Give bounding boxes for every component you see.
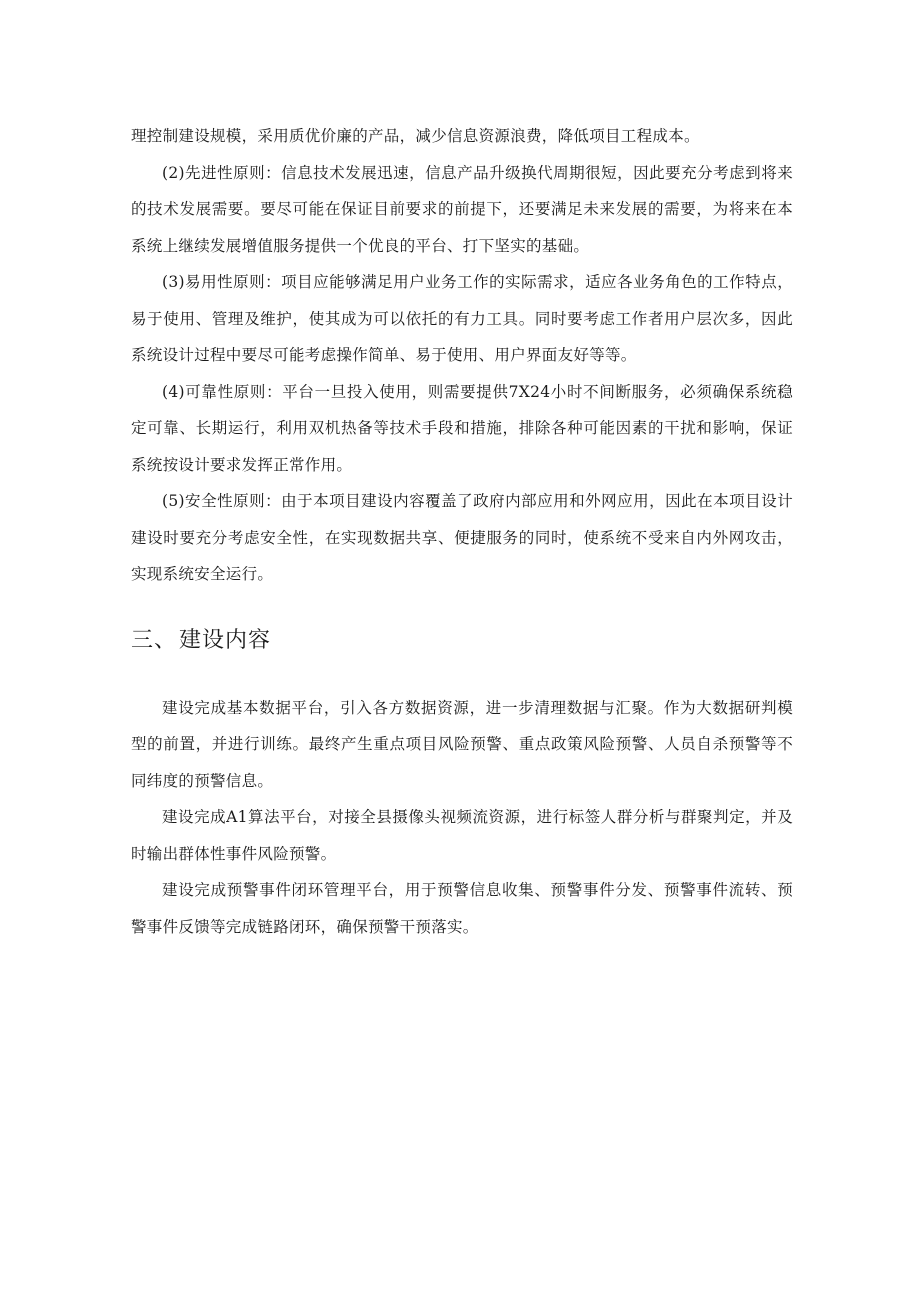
section-heading-title: 建设内容: [179, 627, 272, 653]
document-page: [131, 118, 793, 945]
section-heading: [131, 618, 793, 664]
paragraph-cost-principle-tail: 理控制建设规模，采用质优价廉的产品，减少信息资源浪费，降低项目工程成本。: [131, 127, 700, 145]
paragraph-reliability-principle: (4)可靠性原则：平台一旦投入使用，则需要提供7X24小时不间断服务，必须确保系统稳定可靠、长期运行，利用双机热备等技术手段和措施，排除各种可能因素的干扰和影响，保证系统按设计要求发挥正常作用。: [131, 382, 793, 474]
paragraph-ai-platform: 建设完成A1算法平台，对接全县摄像头视频流资源，进行标签人群分析与群聚判定，并及时输出群体性事件风险预警。: [131, 808, 793, 863]
paragraph-security-principle: (5)安全性原则：由于本项目建设内容覆盖了政府内部应用和外网应用，因此在本项目设计建设时要充分考虑安全性，在实现数据共享、便捷服务的同时，使系统不受来自内外网攻击，实现系统安全运行。: [131, 492, 793, 583]
paragraph-advanced-principle: (2)先进性原则：信息技术发展迅速，信息产品升级换代周期很短，因此要充分考虑到将来的技术发展需要。要尽可能在保证目前要求的前提下，还要满足未来发展的需要，为将来在本系统上继续发展增值服务提供一个优良的平台、打下坚实的基础。: [131, 163, 793, 255]
paragraph-warning-platform: 建设完成预警事件闭环管理平台，用于预警信息收集、预警事件分发、预警事件流转、预警事件反馈等完成链路闭环，确保预警干预落实。: [131, 881, 793, 936]
paragraph-usability-principle: (3)易用性原则：项目应能够满足用户业务工作的实际需求，适应各业务角色的工作特点，易于使用、管理及维护，使其成为可以依托的有力工具。同时要考虑工作者用户层次多，因此系统设计过程中要尽可能考虑操作简单、易于使用、用户界面友好等等。: [131, 273, 793, 364]
paragraph-data-platform: 建设完成基本数据平台，引入各方数据资源，进一步清理数据与汇聚。作为大数据研判模型的前置，并进行训练。最终产生重点项目风险预警、重点政策风险预警、人员自杀预警等不同纬度的预警信息。: [131, 698, 793, 790]
section-heading-number: 三、: [131, 627, 178, 653]
